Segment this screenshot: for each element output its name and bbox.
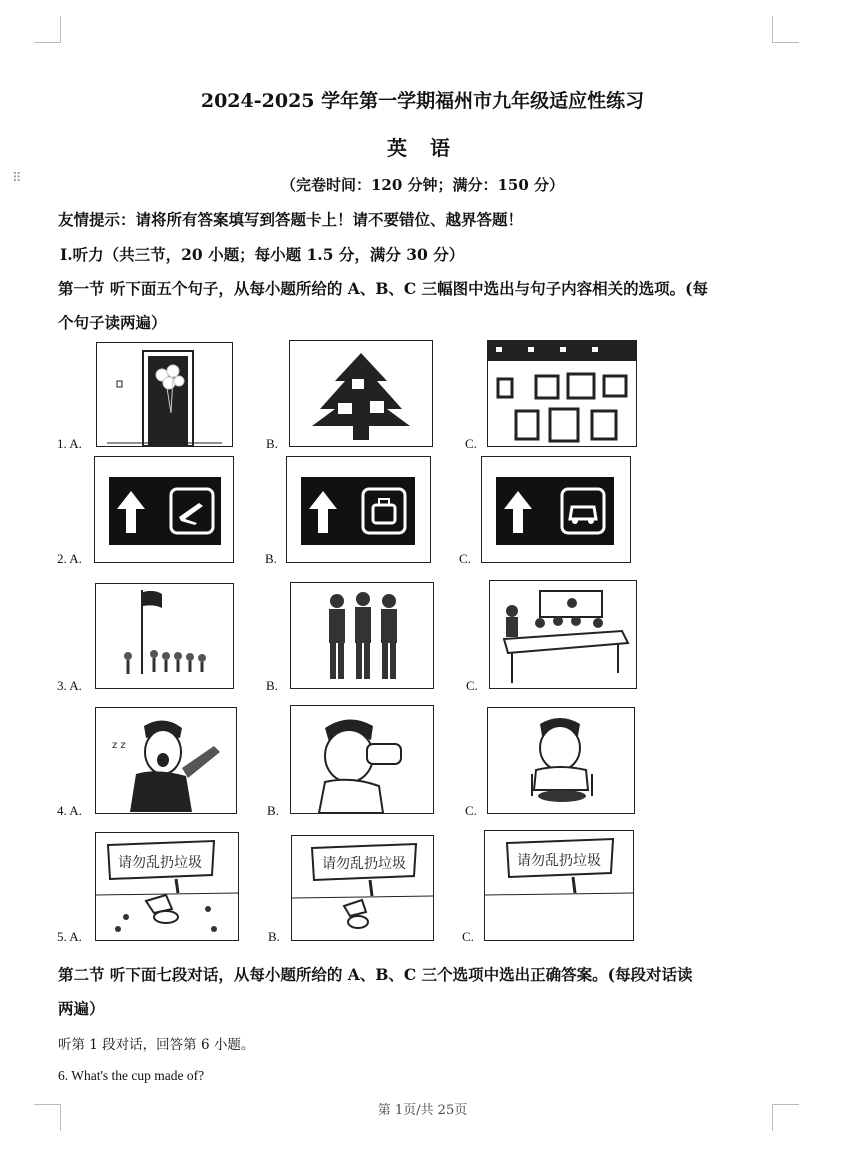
crop-mark-top-right <box>772 16 799 43</box>
door-balloons-image[interactable] <box>96 342 233 447</box>
flag-raising-image[interactable] <box>95 583 234 689</box>
q3-label-a: 3. A. <box>57 678 82 693</box>
dialogue-instruction: 听第 1 段对话，回答第 6 小题。 <box>58 1037 255 1053</box>
soldiers-saluting-image[interactable] <box>290 582 434 689</box>
arrow-airplane-sign[interactable] <box>94 456 234 563</box>
reminder-text: 友情提示：请将所有答案填写到答题卡上！请不要错位、越界答题！ <box>58 210 524 229</box>
q1-label-a: 1. A. <box>57 436 82 451</box>
q2-label-b: B. <box>265 551 277 566</box>
meeting-room-image[interactable] <box>489 580 637 689</box>
q2-label-c: C. <box>459 551 471 566</box>
section1-instruction-line1: 第一节 听下面五个句子，从每小题所给的 A、B、C 三幅图中选出与句子内容相关的选项。(每 <box>58 279 708 298</box>
exam-time-note: （完卷时间：120 分钟；满分：150 分） <box>280 176 565 194</box>
sign-text: 请勿乱扔垃圾 <box>517 853 601 869</box>
page-title: 2024-2025 学年第一学期福州市九年级适应性练习 <box>200 90 645 112</box>
question-6: 6. What's the cup made of? <box>58 1068 205 1083</box>
q4-label-c: C. <box>465 803 477 818</box>
christmas-tree-image[interactable] <box>289 340 433 447</box>
part1-heading: Ⅰ.听力（共三节，20 小题；每小题 1.5 分，满分 30 分） <box>60 245 465 264</box>
boy-yawning-image[interactable] <box>95 707 237 814</box>
sign-text: 请勿乱扔垃圾 <box>118 855 202 871</box>
q3-label-c: C. <box>466 678 478 693</box>
section1-instruction-line2: 个句子读两遍） <box>58 313 167 332</box>
sign-some-litter-image[interactable] <box>291 835 434 941</box>
boy-eating-image[interactable] <box>487 707 635 814</box>
q4-label-a: 4. A. <box>57 803 82 818</box>
q5-label-c: C. <box>462 929 474 944</box>
sign-much-litter-image[interactable] <box>95 832 239 941</box>
boy-drinking-image[interactable] <box>290 705 434 814</box>
q4-label-b: B. <box>267 803 279 818</box>
picture-wall-image[interactable] <box>487 340 637 447</box>
arrow-luggage-sign[interactable] <box>286 456 431 563</box>
q3-label-b: B. <box>266 678 278 693</box>
q1-label-c: C. <box>465 436 477 451</box>
q2-label-a: 2. A. <box>57 551 82 566</box>
page-footer: 第 1页/共 25页 <box>377 1103 468 1118</box>
q1-label-b: B. <box>266 436 278 451</box>
sign-text: 请勿乱扔垃圾 <box>322 856 406 872</box>
q5-label-b: B. <box>268 929 280 944</box>
crop-mark-top-left <box>34 16 61 43</box>
q5-label-a: 5. A. <box>57 929 82 944</box>
subject-title: 英 语 <box>387 136 458 160</box>
drag-handle-icon[interactable]: ⠿ <box>12 171 23 186</box>
sign-no-litter-image[interactable] <box>484 830 634 941</box>
svg-text:z z: z z <box>112 740 126 751</box>
arrow-car-sign[interactable] <box>481 456 631 563</box>
section2-instruction-line2: 两遍） <box>58 999 105 1018</box>
section2-instruction-line1: 第二节 听下面七段对话，从每小题所给的 A、B、C 三个选项中选出正确答案。(每段对话读 <box>58 965 693 984</box>
